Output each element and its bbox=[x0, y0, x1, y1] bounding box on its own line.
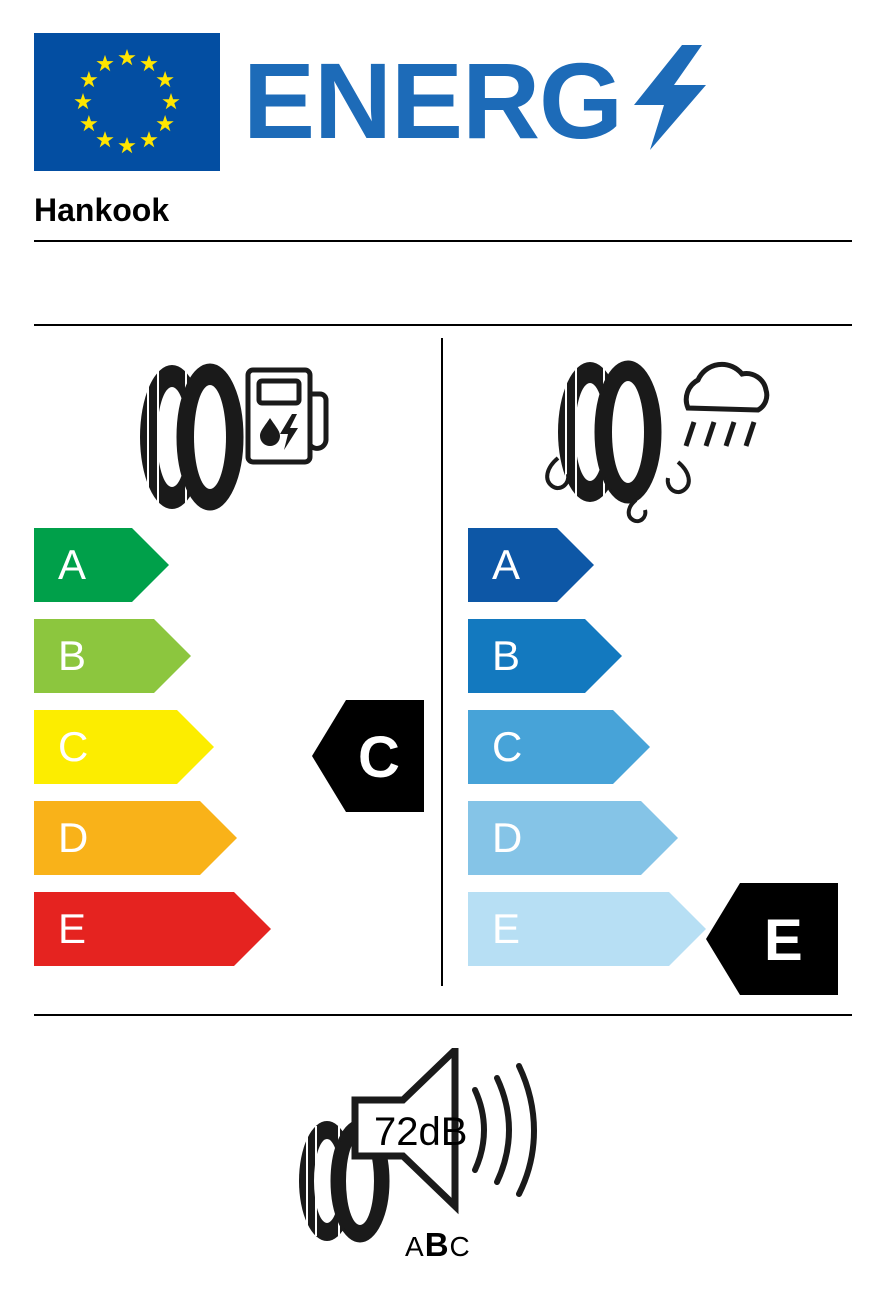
wet-grade-letter: C bbox=[492, 723, 523, 770]
tyre-fuel-pump-icon bbox=[120, 352, 330, 527]
energy-label-title: ENERG bbox=[243, 40, 623, 161]
noise-value: 72dB bbox=[374, 1110, 468, 1154]
wet-grip-result-letter: E bbox=[764, 908, 803, 973]
divider-top-sections bbox=[34, 324, 852, 326]
eu-stars bbox=[34, 33, 220, 171]
fuel-grade-arrow-a bbox=[34, 528, 169, 602]
divider-above-noise bbox=[34, 1014, 852, 1016]
fuel-grade-letter: A bbox=[58, 541, 87, 588]
fuel-efficiency-result-letter: C bbox=[358, 725, 400, 790]
noise-class-indicator bbox=[405, 1226, 471, 1264]
divider-under-brand bbox=[34, 240, 852, 242]
wet-grade-letter: D bbox=[492, 814, 523, 861]
brand-name: Hankook bbox=[34, 192, 170, 228]
wet-grade-letter: E bbox=[492, 905, 521, 952]
fuel-grade-letter: E bbox=[58, 905, 87, 952]
noise-class-b: B bbox=[424, 1226, 450, 1263]
wet-grade-letter: B bbox=[492, 632, 521, 679]
eu-flag-icon bbox=[34, 33, 220, 171]
divider-vertical bbox=[441, 338, 443, 986]
wet-grade-letter: A bbox=[492, 541, 521, 588]
tyre-rain-cloud-icon bbox=[528, 350, 778, 530]
wet-grade-arrow-a bbox=[468, 528, 594, 602]
fuel-grade-letter: B bbox=[58, 632, 87, 679]
noise-class-c: C bbox=[449, 1231, 471, 1262]
noise-class-a: A bbox=[405, 1231, 425, 1262]
fuel-grade-letter: C bbox=[58, 723, 89, 770]
lightning-bolt-icon bbox=[630, 45, 710, 150]
wet-grip-result bbox=[706, 883, 838, 1000]
fuel-efficiency-result bbox=[312, 700, 424, 817]
fuel-grade-letter: D bbox=[58, 814, 89, 861]
